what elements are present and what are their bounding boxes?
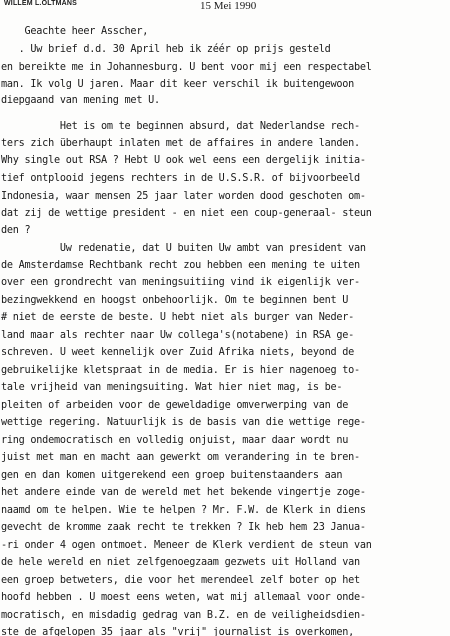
- letter-line: Uw redenatie, dat U buiten Uw ambt van president van: [1, 243, 366, 254]
- letter-line: . Uw brief d.d. 30 April heb ik zéér op prijs gesteld: [1, 44, 331, 55]
- letter-line: hoofd hebben . U moest eens weten, wat mij allemaal voor onde-: [1, 592, 366, 603]
- letter-line: de hele wereld en niet zelfgenoegzaam gezwets uit Holland van: [1, 557, 360, 568]
- letter-line: tief ontplooid jegens rechters in de U.S.S.R. of bijvoorbeeld: [1, 173, 360, 184]
- letter-line: -ri onder 4 ogen ontmoet. Meneer de Klerk verdient de steun van: [1, 540, 372, 551]
- letter-line: en bereikte me in Johannesburg. U bent voor mij een respectabel: [1, 62, 372, 73]
- letter-line: ste de afgelopen 35 jaar als "vrij" journalist is overkomen,: [1, 627, 355, 636]
- letter-line: Het is om te beginnen absurd, dat Nederlandse rech-: [1, 121, 360, 132]
- letter-line: gevecht de kromme zaak recht te trekken ? Ik heb hem 23 Janua-: [1, 522, 366, 533]
- letter-line: over een grondrecht van meningsuitiing vind ik eigenlijk ver-: [1, 277, 360, 288]
- letter-line: Geachte heer Asscher,: [1, 26, 149, 37]
- letter-line: gebruikelijke kletspraat in de media. Er is hier nagenoeg to-: [1, 365, 360, 376]
- letter-line: ters zich überhaupt inlaten met de affaires in andere landen.: [1, 138, 360, 149]
- letter-line: de Amsterdamse Rechtbank recht zou hebben een mening te uiten: [1, 260, 360, 271]
- letter-line: bezingwekkend en hoogst onbehoorlijk. Om te beginnen bent U: [1, 295, 349, 306]
- letter-line: # niet de eerste de beste. U hebt niet als burger van Neder-: [1, 312, 355, 323]
- letter-line: Why single out RSA ? Hebt U ook wel eens een dergelijk initia-: [1, 155, 366, 166]
- letter-line: naamd om te helpen. Wie te helpen ? Mr. F.W. de Klerk in diens: [1, 505, 366, 516]
- letter-line: schreven. U weet kennelijk over Zuid Afrika niets, beyond de: [1, 347, 355, 358]
- letter-line: den ?: [1, 225, 31, 236]
- letter-line: ring ondemocratisch en volledig onjuist, maar daar wordt nu: [1, 435, 349, 446]
- letter-line: land maar als rechter naar Uw collega's(notabene) in RSA ge-: [1, 330, 355, 341]
- letter-line: man. Ik volg U jaren. Maar dit keer verschil ik buitengewoon: [1, 79, 355, 90]
- letterhead-name: WILLEM L.OLTMANS: [4, 0, 78, 7]
- letter-line: een groep betweters, die voor het merendeel zelf boter op het: [1, 575, 360, 586]
- letter-line: gen en dan komen uitgerekend een groep buitenstaanders aan: [1, 470, 343, 481]
- letter-line: wettige regering. Natuurlijk is de basis van die wettige rege-: [1, 417, 366, 428]
- letter-line: tale vrijheid van meningsuiting. Wat hier niet mag, is be-: [1, 382, 343, 393]
- letter-line: het andere einde van de wereld met het bekende vingertje zoge-: [1, 487, 366, 498]
- letter-date: 15 Mei 1990: [200, 0, 257, 12]
- letter-line: diepgaand van mening met U.: [1, 95, 160, 106]
- letter-line: dat zij de wettige president - en niet een coup-generaal- steun: [1, 208, 372, 219]
- letter-line: Indonesia, waar mensen 25 jaar later worden dood geschoten om-: [1, 191, 366, 202]
- letter-line: mocratisch, en misdadig gedrag van B.Z. en de veiligheidsdien-: [1, 610, 366, 621]
- letter-line: pleiten of arbeiden voor de geweldadige omverwerping van de: [1, 400, 349, 411]
- letter-line: juist met man en macht aan gewerkt om verandering in te bren-: [1, 452, 360, 463]
